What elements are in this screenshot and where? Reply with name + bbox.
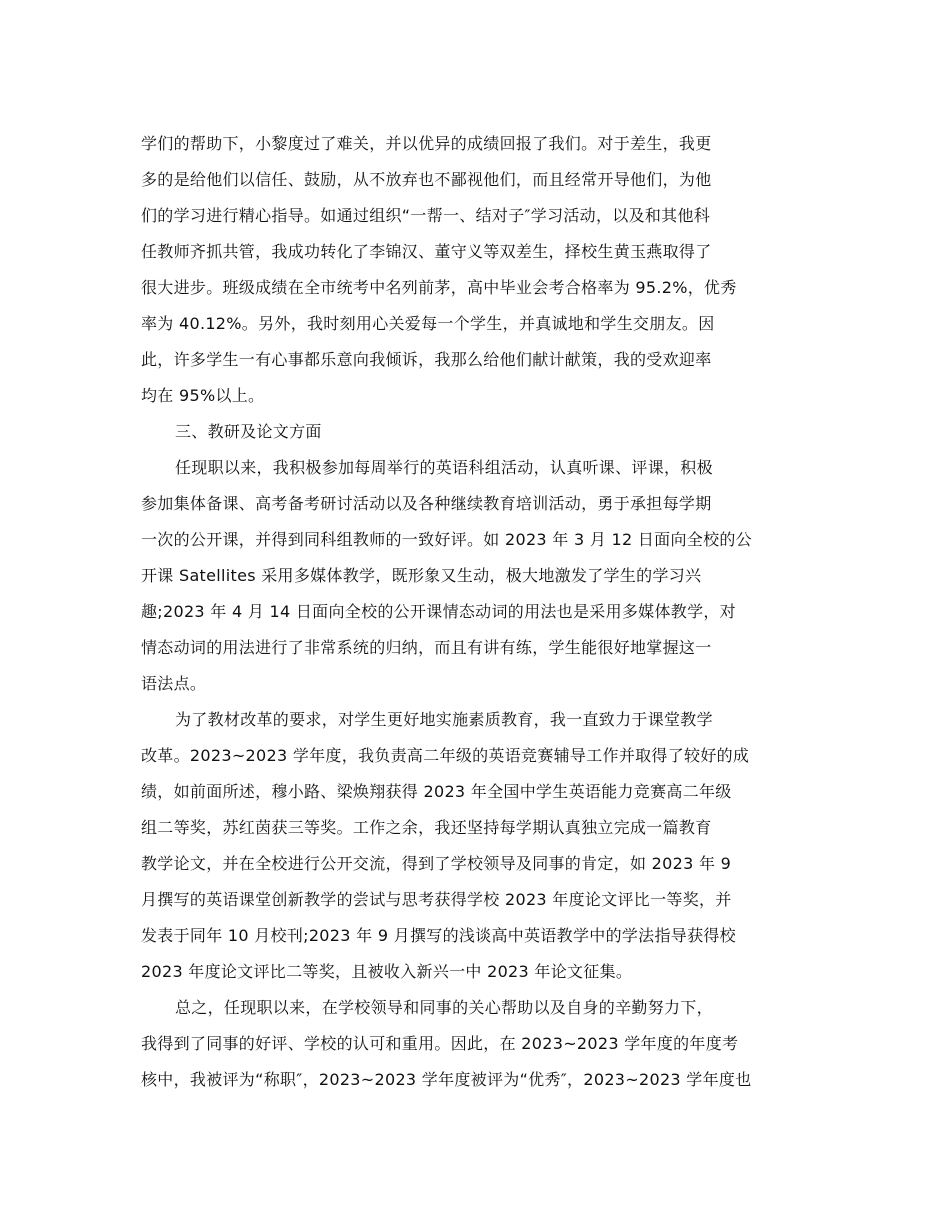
paragraph-line: 改革。2023~2023 学年度，我负责高二年级的英语竞赛辅导工作并取得了较好的成: [141, 746, 750, 765]
paragraph-line: 一次的公开课，并得到同科组教师的一致好评。如 2023 年 3 月 12 日面向全校的公: [141, 530, 752, 549]
paragraph-line: 为了教材改革的要求，对学生更好地实施素质教育，我一直致力于课堂教学: [175, 710, 713, 729]
section-heading: 三、教研及论文方面: [175, 422, 322, 441]
paragraph-line: 情态动词的用法进行了非常系统的归纳，而且有讲有练，学生能很好地掌握这一: [141, 638, 712, 657]
paragraph-line: 率为 40.12%。另外，我时刻用心关爱每一个学生，并真诚地和学生交朋友。因: [141, 314, 715, 333]
paragraph-line: 很大进步。班级成绩在全市统考中名列前茅，高中毕业会考合格率为 95.2%，优秀: [141, 278, 737, 297]
paragraph-line: 任教师齐抓共管，我成功转化了李锦汉、董守义等双差生，择校生黄玉燕取得了: [141, 242, 712, 261]
paragraph-line: 我得到了同事的好评、学校的认可和重用。因此，在 2023~2023 学年度的年度考: [141, 1034, 739, 1053]
paragraph-line: 此，许多学生一有心事都乐意向我倾诉，我那么给他们献计献策，我的受欢迎率: [141, 350, 712, 369]
paragraph-line: 任现职以来，我积极参加每周举行的英语科组活动，认真听课、评课，积极: [175, 458, 713, 477]
document-body: [141, 126, 809, 1098]
paragraph-line: 参加集体备课、高考备考研讨活动以及各种继续教育培训活动，勇于承担每学期: [141, 494, 712, 513]
paragraph-line: 2023 年度论文评比二等奖，且被收入新兴一中 2023 年论文征集。: [141, 962, 633, 981]
paragraph-line: 学们的帮助下，小黎度过了难关，并以优异的成绩回报了我们。对于差生，我更: [141, 134, 712, 153]
paragraph-line: 绩，如前面所述，穆小路、梁焕翔获得 2023 年全国中学生英语能力竞赛高二年级: [141, 782, 732, 801]
paragraph-line: 语法点。: [141, 674, 207, 693]
paragraph-line: 组二等奖，苏红茵获三等奖。工作之余，我还坚持每学期认真独立完成一篇教育: [141, 818, 712, 837]
paragraph-line: 教学论文，并在全校进行公开交流，得到了学校领导及同事的肯定，如 2023 年 9: [141, 854, 732, 873]
paragraph-line: 总之，任现职以来，在学校领导和同事的关心帮助以及自身的辛勤努力下，: [175, 998, 713, 1017]
paragraph-line: 趣;2023 年 4 月 14 日面向全校的公开课情态动词的用法也是采用多媒体教学，对: [141, 602, 736, 621]
paragraph-line: 均在 95%以上。: [141, 386, 265, 405]
paragraph-line: 月撰写的英语课堂创新教学的尝试与思考获得学校 2023 年度论文评比一等奖，并: [141, 890, 732, 909]
paragraph-line: 开课 Satellites 采用多媒体教学，既形象又生动，极大地激发了学生的学习兴: [141, 566, 702, 585]
paragraph-line: 核中，我被评为“称职″，2023~2023 学年度被评为“优秀″，2023~2023 学年度也: [141, 1070, 752, 1089]
paragraph-line: 多的是给他们以信任、鼓励，从不放弃也不鄙视他们，而且经常开导他们，为他: [141, 170, 712, 189]
paragraph-line: 们的学习进行精心指导。如通过组织“一帮一、结对子″学习活动，以及和其他科: [141, 206, 711, 225]
paragraph-line: 发表于同年 10 月校刊;2023 年 9 月撰写的浅谈高中英语教学中的学法指导获得校: [141, 926, 736, 945]
